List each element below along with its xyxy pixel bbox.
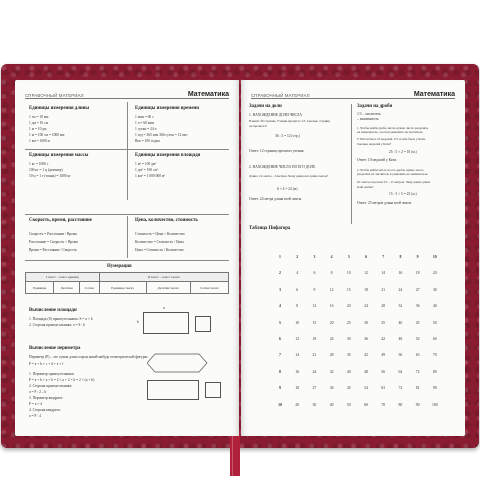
pythagoras-cell: 14 [381,271,386,276]
speed-line: Время = Расстояние / Скорость [29,248,77,252]
divider [25,149,229,150]
numeration-table [25,272,229,294]
mass-line: 100 кг = 1 ц (центнер) [29,168,63,172]
pythagoras-cell: 3 [279,287,281,292]
pythagoras-cell: 64 [398,369,403,374]
pythagoras-cell: 45 [415,320,420,325]
pythagoras-cell: 48 [364,369,368,374]
pythagoras-cell: 12 [329,287,334,292]
pythagoras-cell: 1 [279,255,281,259]
square-figure [195,316,211,332]
pythagoras-cell: 70 [432,353,437,358]
pythagoras-cell: 5 [279,320,281,325]
pythagoras-cell: 20 [432,271,437,276]
area-calc-title: Вычисление площади [29,308,77,313]
pythagoras-cell: 6 [313,271,316,276]
pythagoras-cell: 10 [346,271,351,276]
pythagoras-cell: 27 [312,386,317,391]
pythagoras-cell: 72 [398,386,403,391]
pythagoras-cell: 56 [398,353,403,358]
divider [25,260,229,261]
pythagoras-cell: 28 [381,304,386,309]
pythagoras-cell: 4 [279,304,281,309]
pythagoras-cell: 49 [381,353,386,358]
pythagoras-cell: 60 [364,402,368,407]
numeration-cell: Сотни [79,282,99,294]
pythagoras-cell: 40 [346,369,351,374]
pythagoras-cell: 12 [364,271,368,276]
mass-line: 1 кг = 1000 г [29,162,49,166]
shares-line: Ответ: 12 страниц прочитал ученик. [249,149,305,153]
pythagoras-cell: 80 [398,402,403,407]
speed-title: Скорость, время, расстояние [29,218,92,223]
pythagoras-cell: 35 [346,353,351,358]
shares-line: он прочитал? [249,124,268,128]
area-calc-line: 1. Площадь (S) прямоугольника: S = a × b [29,317,93,321]
pythagoras-cell: 24 [398,287,403,292]
pythagoras-cell: 15 [346,287,351,292]
pythagoras-cell: 8 [296,304,299,309]
pythagoras-cell: 30 [432,287,437,292]
pythagoras-cell: 8 [279,369,281,374]
perimeter-line: P = a + b + a + b = 2 × a + 2 × b = 2 × (a + b) [29,378,95,382]
pythagoras-cell: 9 [416,255,419,259]
length-title: Единицы измерения длины [29,106,90,111]
length-line: 1 дм = 10 см [29,121,48,125]
time-line: 1 мин = 60 с [135,115,154,119]
time-line: 1 ч = 60 мин [135,121,154,125]
pythagoras-cell: 15 [312,320,317,325]
area-unit-line: 1 дм² = 100 см² [135,168,158,172]
mass-title: Единицы измерения массы [29,153,89,158]
pythagoras-cell: 36 [364,337,368,341]
right-page [241,80,465,436]
pythagoras-cell: 21 [381,287,386,292]
pythagoras-cell: 42 [364,353,368,358]
divider [127,102,128,200]
pythagoras-cell: 21 [312,353,317,358]
fractions-line: 1/3 – числитель [357,112,381,116]
pythagoras-cell: 72 [415,369,420,374]
fractions-line: всей ленты? [357,185,374,189]
numeration-cell: Единицы [26,282,54,294]
pythagoras-cell: 18 [364,287,368,292]
speed-line: Расстояние = Скорость × Время [29,240,78,244]
pythagoras-cell: 8 [330,271,333,276]
pythagoras-cell: 6 [365,255,367,259]
right-header-label: СПРАВОЧНЫЙ МАТЕРИАЛ [251,93,310,98]
perimeter-rectangle [147,380,199,400]
area-calc-line: 2. Сторона прямоугольника: a = S : b [29,323,85,327]
fractions-line: 25 : 5 × 2 = 10 (м.) [389,150,417,154]
pythagoras-cell: 56 [381,369,386,374]
perimeter-line: a = P : 4 [29,414,41,418]
numeration-cell: Сотни тысяч [190,282,228,294]
pythagoras-cell: 63 [415,353,420,358]
length-line: 1 см = 10 мм [29,115,49,119]
perimeter-square [205,382,221,398]
left-page-header [25,86,229,99]
numeration-cell: Десятки [54,282,80,294]
pythagoras-cell: 20 [329,320,334,325]
label-b: b [137,320,139,324]
pythagoras-cell: 2 [279,271,281,276]
area-unit-line: 1 км² = 1 000 000 м² [135,174,166,178]
pythagoras-cell: 30 [364,320,368,325]
numeration-cell: Десятки тысяч [146,282,190,294]
label-a: a [163,306,165,310]
price-line: Цена = Стоимость / Количество [135,248,184,252]
length-line: 1 м = 10 дм [29,127,47,131]
pythagoras-cell: 24 [364,304,368,309]
perimeter-intro: Периметр (P) – это сумма длин сторон какой-нибудь геометрической фигуры: [29,355,149,359]
perimeter-line: P = a + b + c + d + e + f [29,362,64,366]
pythagoras-cell: 54 [364,386,368,391]
shares-line: 6 × 4 = 24 (м) [277,187,298,191]
class-one-label: I класс – класс единиц [26,273,100,282]
pythagoras-cell: 12 [295,337,300,341]
pythagoras-cell: 20 [295,402,300,407]
fractions-title: Задачи на дроби [357,104,393,109]
pythagoras-cell: 14 [295,353,300,358]
time-line: 1 сутки = 24 ч [135,127,157,131]
pythagoras-cell: 40 [329,402,334,407]
pythagoras-cell: 3 [313,255,316,259]
fractions-line: Ответ: 25 метров длина всей ленты. [357,201,412,205]
pythagoras-cell: 7 [279,353,281,358]
pythagoras-cell: 18 [295,386,300,391]
length-line: 1 м = 100 см = 1000 мм [29,133,65,137]
class-two-label: II класс – класс тысяч [99,273,228,282]
pythagoras-title: Таблица Пифагора [249,226,291,231]
pythagoras-cell: 6 [279,337,281,341]
pythagoras-cell: 27 [415,287,420,292]
pythagoras-cell: 54 [415,337,420,341]
fractions-line: Сколько медалей у Кати? [357,142,392,146]
perimeter-line: 2. Сторона прямоугольника: [29,384,73,388]
fractions-line: 1. Чтобы найти дробь числа, нужно число разделить [357,126,429,130]
shares-line: 1. НАХОЖДЕНИЕ ДОЛИ ЧИСЛА [249,113,302,117]
pythagoras-cell: 70 [381,402,386,407]
time-line: 1 год = 365 или 366 суток = 12 мес [135,133,188,137]
pythagoras-cell: 12 [312,304,317,309]
left-page [15,80,239,436]
price-line: Количество = Стоимость / Цена [135,240,184,244]
pythagoras-cell: 90 [415,402,420,407]
pythagoras-cell: 8 [399,255,402,259]
pythagoras-cell: 36 [329,386,334,391]
pythagoras-cell: 16 [295,369,300,374]
pythagoras-cell: 18 [312,337,317,341]
pythagoras-cell: 60 [432,337,437,341]
fractions-line: 2. Чтобы найти число по его дроби, нужно число [357,168,424,172]
numeration-title: Нумерация [107,264,132,269]
pythagoras-cell: 9 [313,287,316,292]
shares-title: Задачи на доли [249,104,282,109]
length-line: 1 км = 1000 м [29,139,50,143]
pythagoras-cell: 30 [346,337,351,341]
shares-line: 36 : 3 = 12 (стр.) [275,134,300,138]
pythagoras-cell: 50 [346,402,351,407]
pythagoras-cell: 35 [381,320,386,325]
fractions-line: От ленты отрезали 3/5 – 15 метров. Чему равна длина [357,180,431,184]
divider [351,104,352,224]
right-page-header [251,86,455,99]
pythagoras-cell: 80 [432,369,437,374]
divider [127,216,128,258]
time-line: Век = 100 годам [135,139,160,143]
area-unit-line: 1 м² = 100 дм² [135,162,157,166]
price-title: Цена, количество, стоимость [135,218,198,223]
pythagoras-cell: 45 [346,386,351,391]
pythagoras-cell: 28 [329,353,334,358]
pythagoras-cell: 16 [329,304,334,309]
perimeter-line: a = P : 2 – b [29,390,47,394]
left-header-label: СПРАВОЧНЫЙ МАТЕРИАЛ [25,93,84,98]
perimeter-line: 4. Сторона квадрата: [29,408,61,412]
perimeter-title: Вычисление периметра [29,346,81,351]
pythagoras-cell: 100 [431,402,438,407]
pythagoras-cell: 18 [415,271,420,276]
bookmark-ribbon[interactable] [230,432,240,476]
pythagoras-cell: 36 [415,304,420,309]
pythagoras-cell: 81 [415,386,420,391]
shares-line: Ответ: 24 метра длина всей ленты. [249,197,303,201]
shares-line: В книге 36 страниц. Ученик прочитал 1/3. Сколько страниц [249,119,330,123]
shares-line: 2. НАХОЖДЕНИЕ ЧИСЛА ПО ЕГО ДОЛЕ [249,165,316,169]
numeration-cell: Единицы тысяч [99,282,146,294]
pythagoras-cell: 50 [432,320,437,325]
price-line: Стоимость = Цена × Количество [135,232,185,236]
pythagoras-cell: 25 [346,320,351,325]
pythagoras-cell: 7 [382,255,385,259]
pythagoras-cell: 9 [279,386,281,391]
pythagoras-cell: 10 [432,255,437,259]
pythagoras-cell: 40 [432,304,437,309]
pythagoras-cell: 4 [296,271,299,276]
pythagoras-cell: 24 [329,337,334,341]
perimeter-line: 1. Периметр прямоугольника: [29,372,75,376]
rectangle-figure [143,312,189,334]
speed-line: Скорость = Расстояние / Время [29,232,77,236]
pythagoras-cell: 90 [432,386,437,391]
fractions-line: на знаменатель, а потом умножить на числитель. [357,130,424,134]
shares-line: Длина 1/4 ленты – 6 метров. Чему равна вся длина ленты? [249,174,329,178]
fractions-line: У Мэгги было 25 медалей. 2/5 от них было у Кати. [357,137,426,141]
fractions-line: Ответ: 10 медалей у Кати. [357,158,397,162]
pythagoras-cell: 20 [346,304,351,309]
pythagoras-cell: 2 [296,255,299,259]
fractions-line: 15 : 3 × 5 = 25 (м.) [389,192,417,196]
right-header-subject: Математика [413,91,455,98]
perimeter-line: P = a × 4 [29,402,42,406]
divider [25,214,229,215]
pythagoras-cell: 42 [381,337,386,341]
pythagoras-cell: 63 [381,386,386,391]
hexagon-figure [147,352,227,374]
pythagoras-cell: 10 [278,402,282,407]
pythagoras-cell: 16 [398,271,403,276]
mass-line: 10 ц = 1 т (тонна) = 1000 кг [29,174,71,178]
pythagoras-cell: 4 [330,255,333,259]
left-header-subject: Математика [187,91,229,98]
pythagoras-cell: 5 [347,255,350,259]
fractions-line: – знаменатель [357,117,379,121]
area-units-title: Единицы измерения площади [135,153,201,158]
fractions-line: разделить на числитель и умножить на знаменатель. [357,172,429,176]
pythagoras-cell: 30 [312,402,317,407]
pythagoras-cell: 48 [398,337,403,341]
perimeter-line: 3. Периметр квадрата: [29,396,64,400]
pythagoras-cell: 40 [398,320,403,325]
pythagoras-cell: 32 [398,304,403,309]
pythagoras-cell: 6 [296,287,299,292]
pythagoras-cell: 10 [295,320,300,325]
pythagoras-cell: 32 [329,369,334,374]
time-title: Единицы измерения времени [135,106,200,111]
pythagoras-cell: 24 [312,369,317,374]
